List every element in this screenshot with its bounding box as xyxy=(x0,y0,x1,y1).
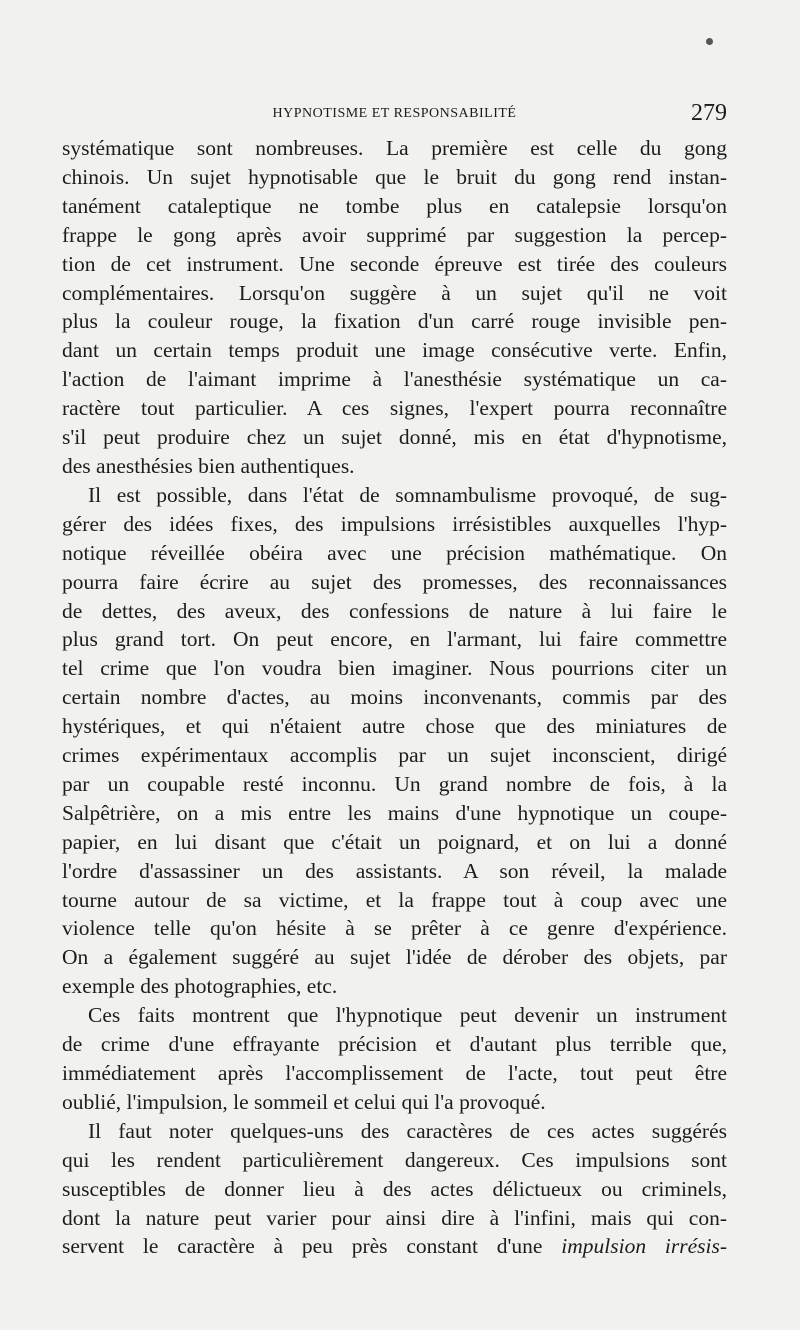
text-line: chinois. Un sujet hypnotisable que le bruit du gong rend instan- xyxy=(62,164,727,189)
text-line: tourne autour de sa victime, et la frappe tout à coup avec une xyxy=(62,887,727,912)
text-line: papier, en lui disant que c'était un poignard, et on lui a donné xyxy=(62,829,727,854)
text-line: ractère tout particulier. A ces signes, l'expert pourra reconnaître xyxy=(62,396,727,421)
italic-phrase: impulsion irrésis- xyxy=(561,1234,727,1259)
text-line: de crime d'une effrayante précision et d'autant plus terrible que, xyxy=(62,1032,727,1057)
text-line: l'action de l'aimant imprime à l'anesthésie systématique un ca- xyxy=(62,367,727,392)
text-line: dant un certain temps produit une image consécutive verte. Enfin, xyxy=(62,338,727,363)
text-line: plus grand tort. On peut encore, en l'armant, lui faire commettre xyxy=(62,627,727,652)
text-line: complémentaires. Lorsqu'on suggère à un sujet qu'il ne voit xyxy=(62,280,727,305)
text-line: des anesthésies bien authentiques. xyxy=(62,453,355,478)
text-line: gérer des idées fixes, des impulsions irrésistibles auxquelles l'hyp- xyxy=(62,511,727,536)
text-line: dont la nature peut varier pour ainsi dire à l'infini, mais qui con- xyxy=(62,1205,727,1230)
text-line: Salpêtrière, on a mis entre les mains d'une hypnotique un coupe- xyxy=(62,800,727,825)
text-line: susceptibles de donner lieu à des actes délictueux ou criminels, xyxy=(62,1176,727,1201)
text-line: tanément cataleptique ne tombe plus en catalepsie lorsqu'on xyxy=(62,193,727,218)
text-line: systématique sont nombreuses. La première est celle du gong xyxy=(62,136,727,160)
body-text xyxy=(62,134,727,1261)
text-line: Ces faits montrent que l'hypnotique peut devenir un instrument xyxy=(88,1003,727,1028)
paragraph-4 xyxy=(62,1117,727,1262)
text-line: plus la couleur rouge, la fixation d'un carré rouge invisible pen- xyxy=(62,309,727,334)
ink-spot xyxy=(706,38,713,45)
text-line: l'ordre d'assassiner un des assistants. A son réveil, la malade xyxy=(62,858,727,883)
text-line: exemple des photographies, etc. xyxy=(62,974,338,999)
paragraph-3 xyxy=(62,1001,727,1117)
text-line: oublié, l'impulsion, le sommeil et celui qui l'a provoqué. xyxy=(62,1089,546,1114)
text-line: immédiatement après l'accomplissement de l'acte, tout peut être xyxy=(62,1061,727,1085)
text-line: violence telle qu'on hésite à se prêter à ce genre d'expérience. xyxy=(62,916,727,941)
page-header xyxy=(62,100,727,130)
text-line: Il faut noter quelques-uns des caractères de ces actes suggérés xyxy=(88,1118,727,1143)
text-line xyxy=(62,1232,727,1261)
text-line: frappe le gong après avoir supprimé par suggestion la percep- xyxy=(62,222,727,247)
text-segment: servent le caractère à peu près constant d'une xyxy=(62,1234,562,1259)
text-line: pourra faire écrire au sujet des promesses, des reconnaissances xyxy=(62,569,727,594)
text-line: tel crime que l'on voudra bien imaginer. Nous pourrions citer un xyxy=(62,656,727,681)
text-line: par un coupable resté inconnu. Un grand nombre de fois, à la xyxy=(62,771,727,796)
paragraph-2 xyxy=(62,481,727,1001)
text-line: s'il peut produire chez un sujet donné, mis en état d'hypnotisme, xyxy=(62,425,727,450)
text-line: On a également suggéré au sujet l'idée de dérober des objets, par xyxy=(62,945,727,970)
text-line: notique réveillée obéira avec une précision mathématique. On xyxy=(62,540,727,565)
text-line: crimes expérimentaux accomplis par un sujet inconscient, dirigé xyxy=(62,743,727,768)
text-line: de dettes, des aveux, des confessions de nature à lui faire le xyxy=(62,598,727,623)
text-line: Il est possible, dans l'état de somnambulisme provoqué, de sug- xyxy=(88,482,727,507)
text-line: hystériques, et qui n'étaient autre chose que des miniatures de xyxy=(62,714,727,739)
text-line: certain nombre d'actes, au moins inconvenants, commis par des xyxy=(62,685,727,710)
running-title: HYPNOTISME ET RESPONSABILITÉ xyxy=(272,106,517,121)
text-line: qui les rendent particulièrement dangereux. Ces impulsions sont xyxy=(62,1147,727,1172)
text-line: tion de cet instrument. Une seconde épreuve est tirée des couleurs xyxy=(62,251,727,276)
page-number: 279 xyxy=(691,100,727,126)
paragraph-1 xyxy=(62,134,727,481)
